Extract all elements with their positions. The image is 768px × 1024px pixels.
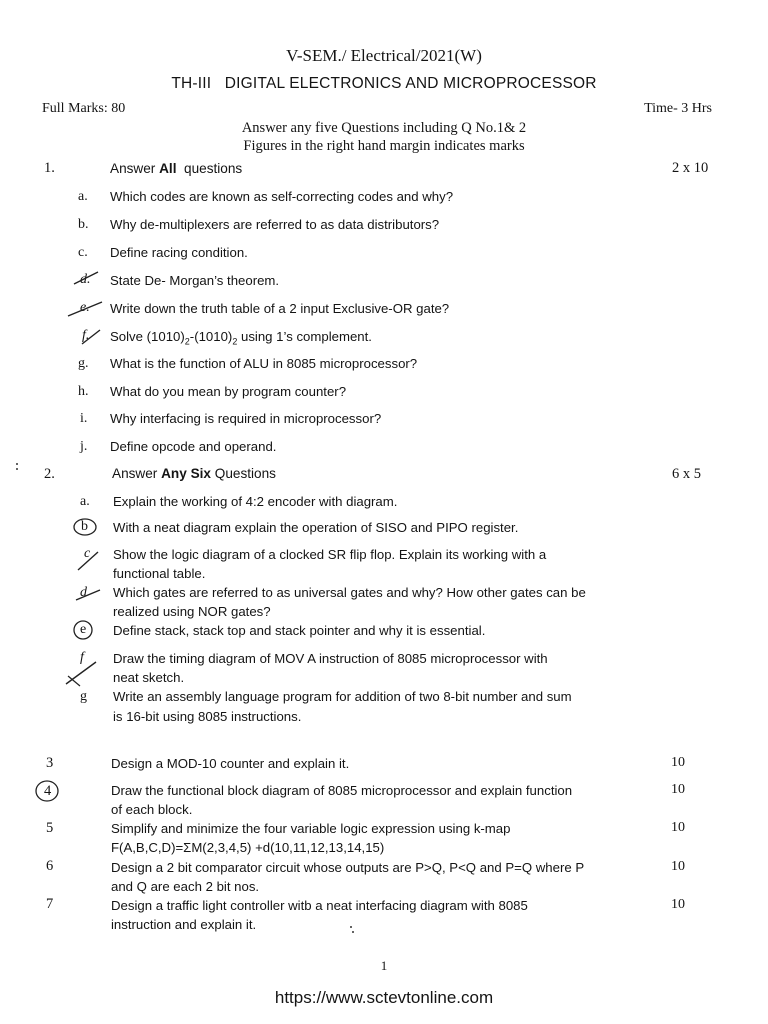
question-number: 5: [46, 820, 54, 836]
item-letter: f: [80, 650, 84, 665]
question-number: 1.: [44, 160, 55, 176]
question-item: Why interfacing is required in microprocessor?: [110, 411, 382, 426]
item-letter: h.: [78, 384, 89, 399]
title-emphasis: Any Six: [161, 466, 211, 481]
pen-tick-mark: [62, 654, 102, 690]
question-item: What do you mean by program counter?: [110, 384, 347, 399]
item-letter: e: [80, 622, 87, 637]
item-letter: g.: [78, 356, 89, 371]
title-emphasis: All: [159, 161, 177, 176]
item-letter: b.: [78, 217, 89, 232]
question-marks: 10: [671, 755, 685, 770]
question-marks: 2 x 10: [672, 160, 709, 176]
pen-circle-mark: [32, 778, 62, 804]
title-text: questions: [176, 161, 243, 176]
question-marks: 10: [671, 782, 685, 797]
item-letter: c: [84, 546, 91, 561]
question-number: 2.: [44, 466, 55, 482]
question-item-continued: functional table.: [113, 566, 206, 581]
question-item: Which codes are known as self-correcting codes and why?: [110, 189, 454, 204]
question-number: 7: [46, 896, 54, 912]
item-text: Solve (1010): [110, 329, 185, 344]
question-item: Show the logic diagram of a clocked SR flip flop. Explain its working with a: [113, 547, 547, 562]
question-item: With a neat diagram explain the operation of SISO and PIPO register.: [113, 520, 519, 535]
question-item: Explain the working of 4:2 encoder with diagram.: [113, 494, 398, 509]
exam-code: V-SEM./ Electrical/2021(W): [286, 46, 482, 65]
item-letter: d: [80, 585, 87, 600]
time-allowed: Time- 3 Hrs: [644, 101, 712, 116]
title-text: Answer: [112, 466, 162, 481]
question-item: Draw the timing diagram of MOV A instruction of 8085 microprocessor with: [113, 651, 548, 666]
question-item: Define stack, stack top and stack pointer and why it is essential.: [113, 623, 486, 638]
instruction-answer-any: Answer any five Questions including Q No.1& 2: [241, 120, 527, 136]
pen-tick-mark: [72, 266, 102, 290]
question-item: Write down the truth table of a 2 input Exclusive-OR gate?: [110, 301, 450, 316]
item-letter: i.: [80, 411, 88, 426]
question-text: Design a MOD-10 counter and explain it.: [111, 756, 350, 771]
item-letter: d.: [80, 272, 91, 287]
question-title: [110, 161, 242, 176]
item-letter: a.: [80, 494, 90, 509]
question-number: 3: [46, 755, 54, 771]
question-text-continued: instruction and explain it.: [111, 917, 257, 932]
question-item-continued: neat sketch.: [113, 670, 185, 685]
scan-speck: [352, 931, 354, 933]
title-text: Answer: [110, 161, 160, 176]
scan-speck: [16, 468, 18, 470]
pen-tick-mark: [74, 586, 104, 606]
question-text: Design a 2 bit comparator circuit whose outputs are P>Q, P<Q and P=Q where P: [111, 860, 585, 875]
pen-tick-mark: [80, 326, 104, 348]
question-item: Define opcode and operand.: [110, 439, 277, 454]
question-marks: 10: [671, 859, 685, 874]
pen-tick-mark: [66, 298, 106, 322]
question-item: State De- Morgan’s theorem.: [110, 273, 280, 288]
question-text-continued: of each block.: [111, 802, 193, 817]
question-number: 4: [44, 783, 52, 799]
question-item: Define racing condition.: [110, 245, 248, 260]
question-title: [112, 466, 276, 481]
question-marks: 6 x 5: [672, 466, 701, 482]
question-item: [110, 329, 372, 347]
title-text: Questions: [210, 466, 276, 481]
subscript: 2: [232, 336, 238, 347]
website-url[interactable]: https://www.sctevtonline.com: [274, 988, 494, 1007]
item-letter: a.: [78, 189, 88, 204]
instruction-marks: Figures in the right hand margin indicates marks: [243, 138, 525, 154]
item-letter: c.: [78, 245, 88, 260]
pen-circle-mark: [70, 618, 98, 642]
item-text: -(1010): [189, 329, 233, 344]
question-marks: 10: [671, 897, 685, 912]
item-letter: f.: [82, 328, 90, 343]
scan-speck: [350, 926, 352, 928]
question-item: Write an assembly language program for addition of two 8-bit number and sum: [113, 689, 572, 704]
question-item-continued: realized using NOR gates?: [113, 604, 271, 619]
question-number: 6: [46, 858, 54, 874]
question-item: Which gates are referred to as universal gates and why? How other gates can be: [113, 585, 586, 600]
pen-tick-mark: [76, 546, 102, 574]
question-marks: 10: [671, 820, 685, 835]
question-text: Design a traffic light controller witb a neat interfacing diagram with 8085: [111, 898, 528, 913]
question-text-continued: and Q are each 2 bit nos.: [111, 879, 260, 894]
page-number: 1: [380, 958, 388, 973]
item-letter: e.: [80, 300, 90, 315]
question-text: Simplify and minimize the four variable logic expression using k-map: [111, 821, 511, 836]
paper-title: TH-III DIGITAL ELECTRONICS AND MICROPROCESSOR: [171, 75, 597, 92]
item-letter: j.: [80, 439, 88, 454]
scan-speck: [16, 463, 18, 465]
question-text-continued: F(A,B,C,D)=ΣM(2,3,4,5) +d(10,11,12,13,14,15): [111, 840, 385, 855]
question-item-continued: is 16-bit using 8085 instructions.: [113, 709, 302, 724]
question-item: What is the function of ALU in 8085 microprocessor?: [110, 356, 418, 371]
full-marks: Full Marks: 80: [42, 101, 126, 116]
pen-circle-mark: [70, 516, 100, 540]
item-letter: b: [81, 519, 88, 534]
item-text: using 1’s complement.: [237, 329, 372, 344]
question-item: Why de-multiplexers are referred to as data distributors?: [110, 217, 440, 232]
question-text: Draw the functional block diagram of 8085 microprocessor and explain function: [111, 783, 573, 798]
subscript: 2: [184, 336, 190, 347]
item-letter: g: [80, 689, 87, 704]
